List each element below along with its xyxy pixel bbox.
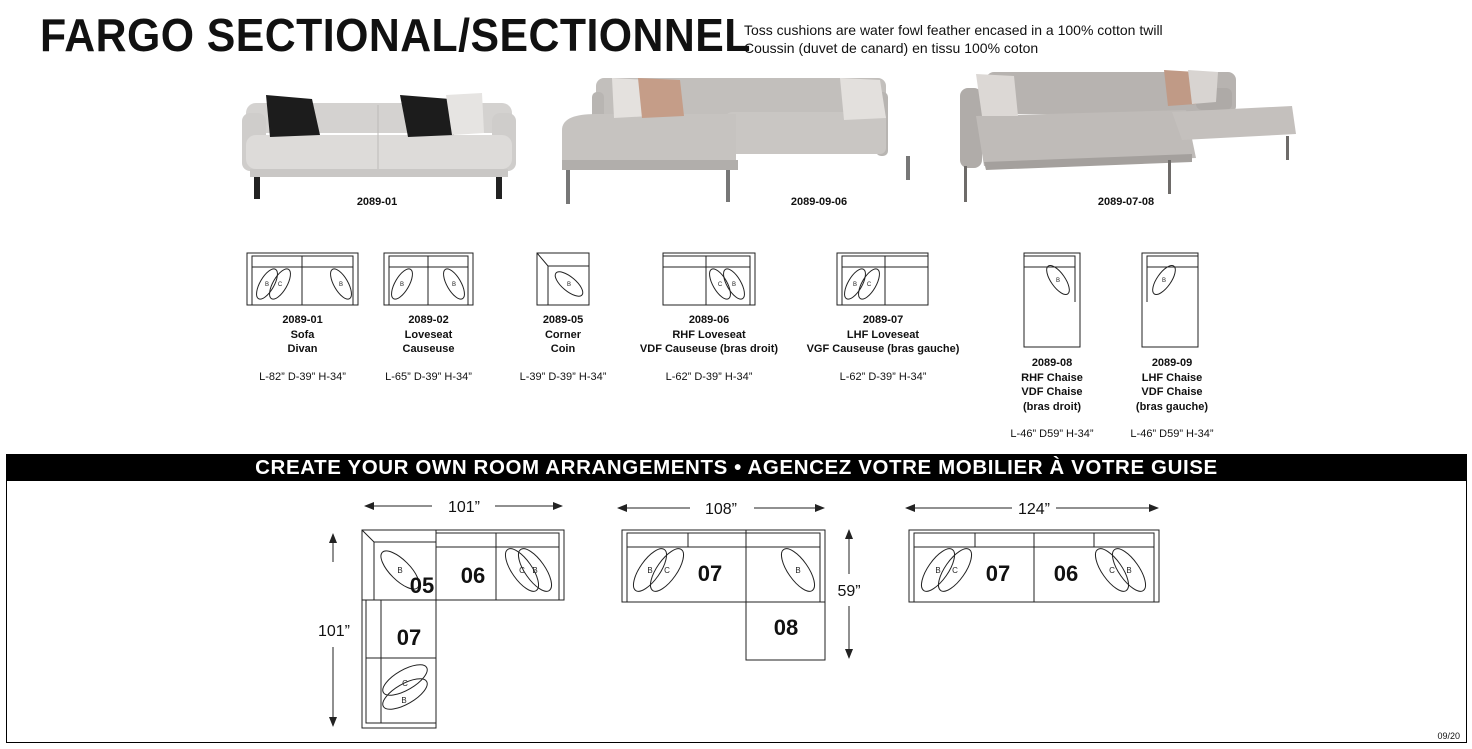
piece-number: 06 [1053,561,1079,586]
date-code: 09/20 [1437,731,1460,741]
cushion-letter-b: B [264,282,270,288]
cushion-letter-c: C [1109,566,1115,575]
unit-code: 2089-06 [688,314,730,326]
unit-name-fr: Coin [550,343,576,355]
sectional-photo-09-06 [556,72,916,206]
cushion-letter-b: B [399,282,405,288]
unit-diagram-2089-09 [1142,253,1198,347]
unit-name-en: Sofa [290,328,315,341]
unit-code: 2089-07 [862,314,904,326]
cushion-letter-b: B [647,566,653,575]
unit-label-2089-06 [629,313,789,357]
cushion-letter-c: C [717,282,723,288]
unit-name-en: LHF Loveseat [846,328,920,341]
cushion-letter-c: C [402,679,408,688]
cushion-letter-b: B [566,282,572,288]
cushion-letter-b: B [451,282,457,288]
photo-code-2089-09-06: 2089-09-06 [790,196,848,208]
arrangement-diagrams [0,482,1472,744]
cushion-letter-b: B [1055,278,1061,284]
cushion-letter-c: C [277,282,283,288]
sofa-photo [240,85,518,203]
arrangement-3-width: 124” [1017,501,1051,518]
page-title: FARGO SECTIONAL/SECTIONNEL [40,9,751,61]
arrangement-2-width: 108” [704,501,738,518]
unit-name-en: Corner [544,328,582,341]
unit-diagram-2089-07 [837,253,928,305]
cushion-letter-b: B [401,696,407,705]
piece-number: 05 [409,573,435,598]
unit-label-2089-09 [1120,356,1224,414]
unit-diagram-2089-08 [1024,253,1080,347]
piece-number: 06 [460,563,486,588]
unit-name-fr: VDF Causeuse (bras droit) [639,343,779,355]
cushion-letter-b: B [532,566,538,575]
arrangement-2-depth: 59” [837,583,861,600]
piece-number: 07 [396,625,422,650]
cushion-letter-c: C [952,566,958,575]
unit-dims-2089-01: L-82” D-39” H-34” [259,371,346,383]
unit-diagram-2089-01 [247,253,358,305]
cushion-letter-b: B [731,282,737,288]
unit-dims-2089-06: L-62” D-39” H-34” [665,371,753,383]
unit-code: 2089-09 [1151,357,1193,369]
photo-code-2089-07-08: 2089-07-08 [1097,196,1155,208]
cushion-letter-c: C [519,566,525,575]
unit-label-2089-08 [1002,356,1102,414]
piece-number: 07 [697,561,723,586]
unit-label-2089-01 [247,313,358,357]
piece-number: 08 [773,615,799,640]
unit-name-fr: Divan [287,343,318,355]
unit-diagram-2089-06 [663,253,755,305]
unit-code: 2089-01 [282,314,323,326]
cushion-note-en: Toss cushions are water fowl feather encased in a 100% cotton twill [744,22,1163,38]
piece-number: 07 [985,561,1011,586]
arrangements-banner: CREATE YOUR OWN ROOM ARRANGEMENTS • AGENCEZ VOTRE MOBILIER À VOTRE GUISE [6,454,1467,481]
unit-label-2089-02 [374,313,483,357]
unit-code: 2089-08 [1031,357,1073,369]
unit-diagram-2089-05 [537,253,589,305]
arrangement-1 [333,506,564,728]
cushion-letter-b: B [852,282,858,288]
arrangement-1-depth: 101” [317,623,351,640]
cushion-letter-b: B [1126,566,1132,575]
cushion-letter-b: B [935,566,941,575]
unit-name-fr: VDF Chaise [1141,386,1203,398]
sectional-photo-07-08 [956,66,1302,212]
unit-name-en: LHF Chaise [1141,371,1203,384]
cushion-letter-b: B [397,566,403,575]
cushion-letter-b: B [795,566,801,575]
unit-code: 2089-05 [542,314,584,326]
unit-name-fr: VGF Causeuse (bras gauche) [806,343,960,355]
unit-dims-2089-05: L-39” D-39” H-34” [519,371,607,383]
unit-name-en: RHF Loveseat [672,328,746,341]
unit-dims-2089-02: L-65” D-39” H-34” [385,371,472,383]
unit-name-en: RHF Chaise [1021,371,1083,384]
unit-name-fr-2: (bras gauche) [1135,400,1209,413]
cushion-note-fr: Coussin (duvet de canard) en tissu 100% coton [744,40,1039,56]
cushion-letter-c: C [866,282,872,288]
unit-code: 2089-02 [408,314,449,326]
unit-name-fr-2: (bras droit) [1022,400,1082,413]
unit-label-2089-05 [513,313,613,357]
unit-name-fr: Causeuse [402,343,455,355]
unit-dims-2089-07: L-62” D-39” H-34” [839,371,927,383]
unit-name-en: Loveseat [404,328,453,341]
photo-code-2089-01: 2089-01 [356,196,398,208]
unit-name-fr: VDF Chaise [1021,386,1083,398]
arrangement-2 [618,508,849,660]
unit-dims-2089-08: L-46” D59” H-34” [1010,428,1094,440]
cushion-letter-b: B [1161,278,1167,284]
arrangement-3 [906,508,1159,602]
cushion-letter-b: B [338,282,344,288]
cushion-letter-c: C [664,566,670,575]
unit-dims-2089-09: L-46” D59” H-34” [1130,428,1214,440]
cushion-note [744,21,1163,57]
unit-diagram-2089-02 [384,253,473,305]
unit-label-2089-07 [797,313,969,357]
arrangement-1-width: 101” [447,499,481,516]
